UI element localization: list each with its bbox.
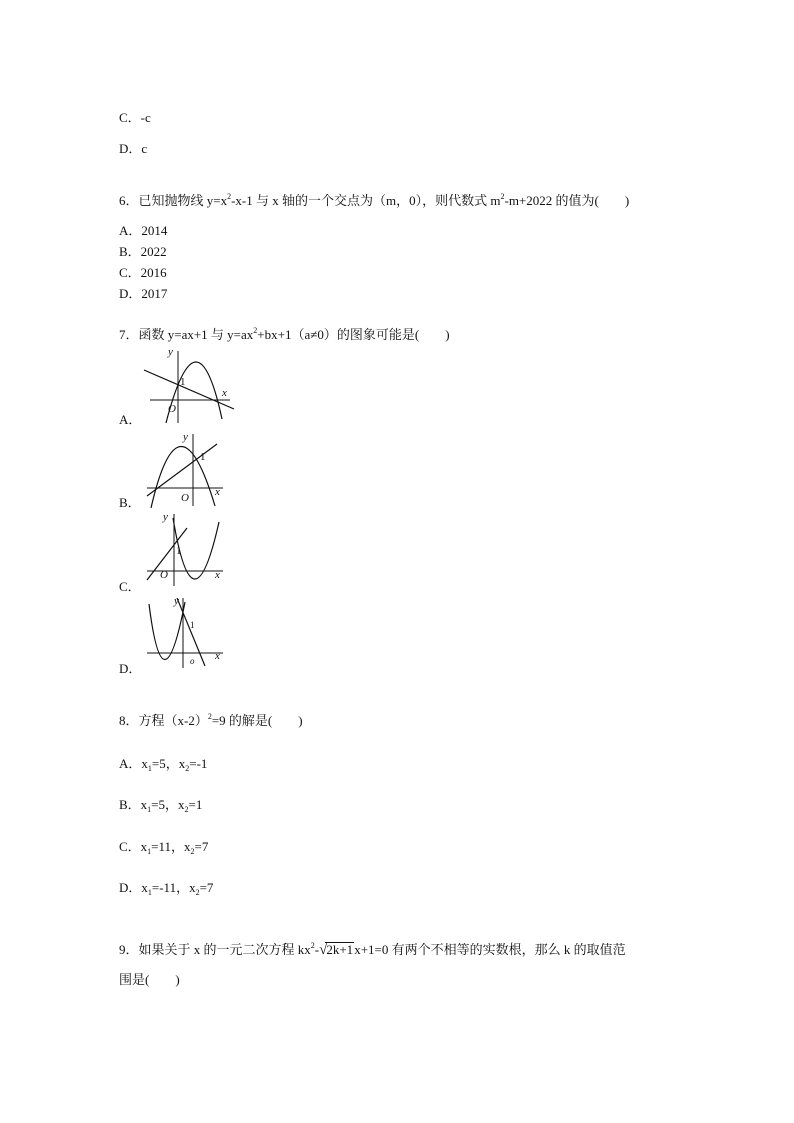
q7-stem-suffix: +bx+1（a≠0）的图象可能是( )	[257, 327, 450, 342]
q7-option-b-label: B．	[119, 495, 141, 510]
y-axis-label: y	[168, 346, 173, 358]
origin-label: O	[168, 403, 176, 415]
q7-stem-prefix: 7．函数 y=ax+1 与 y=ax	[119, 327, 254, 342]
q9-stem-prefix: 9．如果关于 x 的一元二次方程 kx	[119, 942, 311, 957]
line-graph	[144, 370, 234, 409]
subscript-1: 1	[147, 805, 152, 814]
q8-option-a	[119, 755, 207, 773]
q5-option-c: C．-c	[119, 110, 151, 125]
y-axis-label: y	[163, 511, 168, 523]
subscript-2: 2	[195, 888, 200, 897]
q9-exponent: 2	[310, 941, 315, 950]
x1-value: =-11，	[151, 880, 190, 895]
x2-value: =7	[199, 880, 214, 895]
x2-var: x	[184, 839, 191, 854]
x1-var: x	[140, 839, 148, 854]
subscript-2: 2	[184, 805, 189, 814]
x-axis-label: x	[215, 486, 220, 498]
x2-value: =1	[188, 797, 203, 812]
q8-stem-prefix: 8．方程（x-2）	[119, 713, 208, 728]
option-label: C．	[119, 839, 141, 854]
subscript-1: 1	[147, 847, 152, 856]
option-label: D．	[119, 880, 142, 895]
x1-var: x	[141, 880, 148, 895]
x1-var: x	[140, 797, 148, 812]
subscript-2: 2	[185, 764, 190, 773]
x1-value: =5，	[151, 756, 179, 771]
x-axis-label: x	[215, 569, 220, 581]
q9-minus-sign: -	[314, 942, 320, 957]
q9-stem-suffix: x+1=0 有两个不相等的实数根，那么 k 的取值范	[354, 942, 626, 957]
q7-stem	[119, 326, 450, 344]
q7-graph-c	[143, 508, 233, 590]
q7-graph-a	[140, 343, 240, 425]
q9-stem-line-2: 围是( )	[119, 972, 180, 987]
x2-var: x	[178, 756, 186, 771]
origin-label: O	[160, 569, 168, 581]
q6-exponent-2: 2	[500, 192, 505, 201]
subscript-1: 1	[147, 764, 152, 773]
q8-stem	[119, 712, 303, 730]
q6-exponent-1: 2	[227, 192, 232, 201]
q9-stem-line-1	[119, 941, 626, 959]
y-axis-label: y	[174, 595, 179, 607]
x-axis-label: x	[222, 387, 227, 399]
intercept-one-label: 1	[180, 376, 186, 388]
x-axis-label: x	[215, 650, 220, 662]
q8-option-c	[119, 838, 208, 856]
q7-graph-d	[143, 592, 233, 674]
q6-option-c: C．2016	[119, 265, 167, 280]
q6-stem-mid: -x-1 与 x 轴的一个交点为（m，0），则代数式 m	[231, 193, 501, 208]
q8-stem-suffix: =9 的解是( )	[211, 713, 303, 728]
origin-label: O	[181, 492, 189, 504]
q7-option-d-label: D．	[119, 661, 142, 676]
option-label: B．	[119, 797, 141, 812]
x1-var: x	[141, 756, 148, 771]
y-axis-label: y	[183, 431, 188, 443]
q6-option-d: D．2017	[119, 286, 168, 301]
subscript-2: 2	[190, 847, 195, 856]
option-label: A．	[119, 756, 142, 771]
q6-stem	[119, 192, 629, 210]
q9-radicand: 2k+1	[326, 942, 354, 957]
q7-graph-b	[143, 426, 233, 508]
intercept-one-label: 1	[200, 451, 206, 463]
parabola	[149, 602, 185, 660]
x2-value: =-1	[189, 756, 208, 771]
x1-value: =11，	[151, 839, 185, 854]
q6-stem-prefix: 6．已知抛物线 y=x	[119, 193, 228, 208]
x2-var: x	[189, 880, 196, 895]
x1-value: =5，	[151, 797, 179, 812]
q5-option-d: D．c	[119, 141, 148, 156]
intercept-one-label: 1	[176, 545, 182, 557]
intercept-one-label: 1	[190, 620, 195, 630]
q6-stem-suffix: -m+2022 的值为( )	[504, 193, 630, 208]
q7-option-c-label: C．	[119, 579, 141, 594]
q6-option-a: A．2014	[119, 223, 168, 238]
q7-option-a-label: A．	[119, 412, 142, 427]
q6-option-b: B．2022	[119, 244, 167, 259]
q8-option-b	[119, 796, 202, 814]
q7-exponent: 2	[253, 326, 258, 335]
q8-exponent: 2	[207, 712, 212, 721]
origin-label: o	[190, 656, 195, 666]
x2-value: =7	[194, 839, 209, 854]
radical-icon: √	[319, 942, 328, 958]
subscript-1: 1	[147, 888, 152, 897]
x2-var: x	[178, 797, 185, 812]
q8-option-d	[119, 879, 213, 897]
